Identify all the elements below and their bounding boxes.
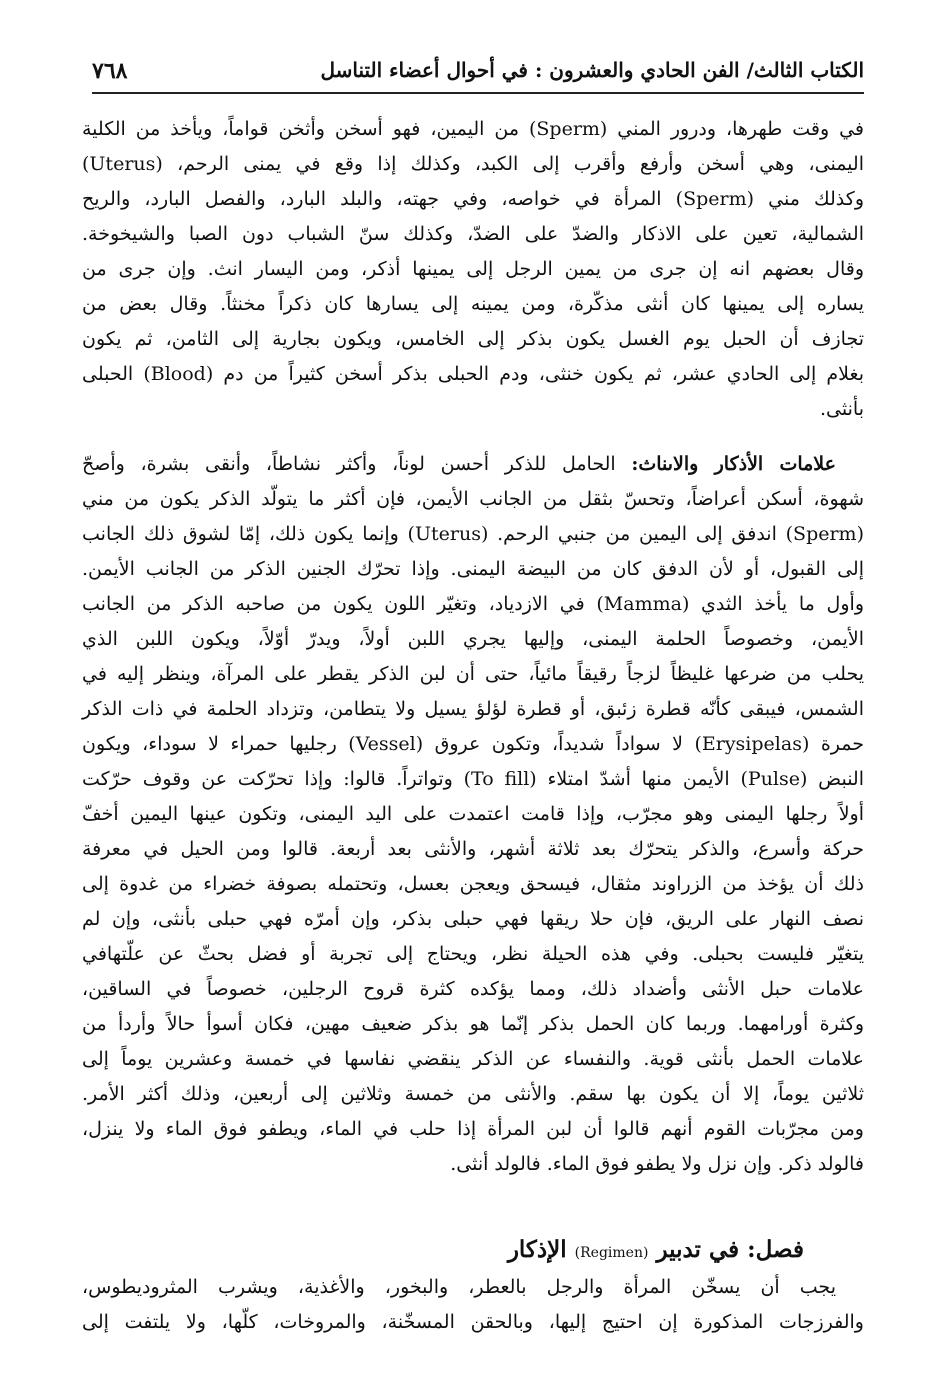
text-line: النبض (Pulse) الأيمن منها أشدّ امتلاء (To fill) وتواتراً. قالوا: وإذا تحرّكت عن وقوف حرّكت [82,768,864,790]
text-line: بغلام إلى الحادي عشر، ثم يكون خنثى، ودم الحبلى بذكر أسخن كثيراً من دم (Blood) الحبلى [82,363,864,385]
page-number: ٧٦٨ [92,58,128,84]
header-rule [92,92,864,94]
text-line: تجازف أن الحبل يوم الغسل يكون بذكر إلى الخامس، ويكون بجارية إلى الثامن، ثم يكون [82,328,864,350]
section-heading-suffix: الإذكار [507,1236,567,1263]
text-line: علامات حبل الأنثى وأضداد ذلك، ومما يؤكده كثرة قروح الرجلين، خصوصاً في الساقين، [82,978,864,1000]
section-heading [82,1230,864,1270]
running-title: الكتاب الثالث/ الفن الحادي والعشرون : في أحوال أعضاء التناسل [320,58,864,82]
paragraph-first-line [82,447,864,482]
text-line: حركة وأسرع، والذكر يتحرّك بعد ثلاثة أشهر، والأنثى بعد أربعة. قالوا ومن الحيل في معرفة [82,838,864,860]
text-line: وكذلك مني (Sperm) المرأة في خواصه، وفي جهته، والبلد البارد، والفصل البارد، والريح [82,188,864,210]
text-line: يجب أن يسخّن المرأة والرجل بالعطر، والبخور، والأغذية، ويشرب المثروديطوس، [82,1276,836,1298]
text-line: وقال بعضهم انه إن جرى من يمين الرجل إلى يمينها أذكر، ومن اليسار انث. وإن جرى من [82,258,864,280]
text-line: علامات الحمل بأنثى قوية. والنفساء عن الذكر ينقضي نفاسها في خمسة وعشرين يوماً إلى [82,1048,864,1070]
text-line: وأول ما يأخذ الثدي (Mamma) في الازدياد، وتغيّر اللون يكون من صاحبه الذكر من الجانب [82,593,864,615]
text-line: يحلب من ضرعها غليظاً لزجاً رقيقاً مائياً، حتى أن لبن الذكر يقطر على المرآة، وينظر إليه في [82,663,864,685]
text-line: بأنثى. [820,398,864,420]
text-line: والفرزجات المذكورة إن احتيج إليها، وبالحقن المسخّنة، والمروخات، كلّها، ولا يلتفت إلى [82,1311,864,1333]
run-in-heading: علامات الأذكار والاىناث: [631,453,836,475]
text-line: يتغيّر فليست بحبلى. وفي هذه الحيلة نظر، ويحتاج إلى تجربة أو فضل بحثّ عن علّتهافي [82,943,864,965]
text-line: فالولد ذكر. وإن نزل ولا يطفو فوق الماء. فالولد أنثى. [450,1153,864,1175]
running-header [92,52,864,92]
section-heading-latin: (Regimen) [574,1245,649,1261]
text-line: ذلك أن يؤخذ من الزراوند مثقال، فيسحق ويعجن بعسل، وتحتمله بصوفة خضراء من غدوة إلى [82,873,864,895]
text-line: في وقت طهرها، ودرور المني (Sperm) من اليمين، فهو أسخن وأثخن قواماً، ويأخذ من الكلية [82,118,864,140]
text-line: (Sperm) اندفق إلى اليمين من جنبي الرحم. (Uterus) وإنما يكون ذلك، إمّا لشوق ذلك الجانب [82,523,864,545]
text-line: أولاً رجلها اليمنى وهو مجرّب، وإذا قامت اعتمدت على اليد اليمنى، وتكون عينها اليمين أخفّ [82,803,864,825]
text-line: إلى القبول، أو لأن الدفق كان من البيضة اليمنى. وإذا تحرّك الجنين الذكر من الجانب الأيمن. [82,558,864,580]
text-line: يساره إلى يمينها كان أنثى مذكّرة، ومن يمينه إلى يسارها كان ذكراً مخنثاً. وقال بعض من [82,293,864,315]
text-line: ثلاثين يوماً، إلا أن يكون بها سقم. والأنثى من خمسة وثلاثين إلى أربعين، وذلك أكثر الأمر. [82,1083,864,1105]
text-line: وكثرة أورامهما. وربما كان الحمل بذكر إنّما هو بذكر ضعيف مهين، فكان أسوأ حالاً وأردأ من [82,1013,864,1035]
text-line: ومن مجرّبات القوم أنهم قالوا أن لبن المرأة إذا حلب في الماء، ويطفو فوق الماء ولا ينزل، [82,1118,864,1140]
text-line: الحامل للذكر أحسن لوناً، وأكثر نشاطاً، وأنقى بشرة، وأصحّ [82,453,616,475]
text-line: الشمس، فيبقى كأنّه قطرة زئبق، أو قطرة لؤلؤ يسيل ولا يتطامن، وتزداد الحلمة في ذات الذكر [82,698,864,720]
text-line: شهوة، أسكن أعراضاً، وتحسّ بثقل من الجانب الأيمن، فإن أكثر ما يتولّد الذكر يكون من مني [82,488,864,510]
section-heading-prefix: فصل: في تدبير [656,1236,804,1263]
text-line: نصف النهار على الريق، فإن حلا ريقها فهي حبلى بذكر، وإن أمرّه فهي حبلى بأنثى، وإن لم [82,908,864,930]
text-line: الشمالية، تعين على الاذكار والضدّ على الضدّ، وكذلك سنّ الشباب دون الصبا والشيخوخة. [82,223,864,245]
text-line: الأيمن، وخصوصاً الحلمة اليمنى، وإليها يجري اللبن أولاً، ويدرّ أوّلاً، ويكون اللبن الذي [82,628,864,650]
page-body [82,112,864,1340]
text-line: اليمنى، وهي أسخن وأرفع وأقرب إلى الكبد، وكذلك إذا وقع في يمنى الرحم، (Uterus) [82,153,864,175]
text-line: حمرة (Erysipelas) لا سواداً شديداً، وتكون عروق (Vessel) رجليها حمراء لا سوداء، ويكون [82,733,864,755]
